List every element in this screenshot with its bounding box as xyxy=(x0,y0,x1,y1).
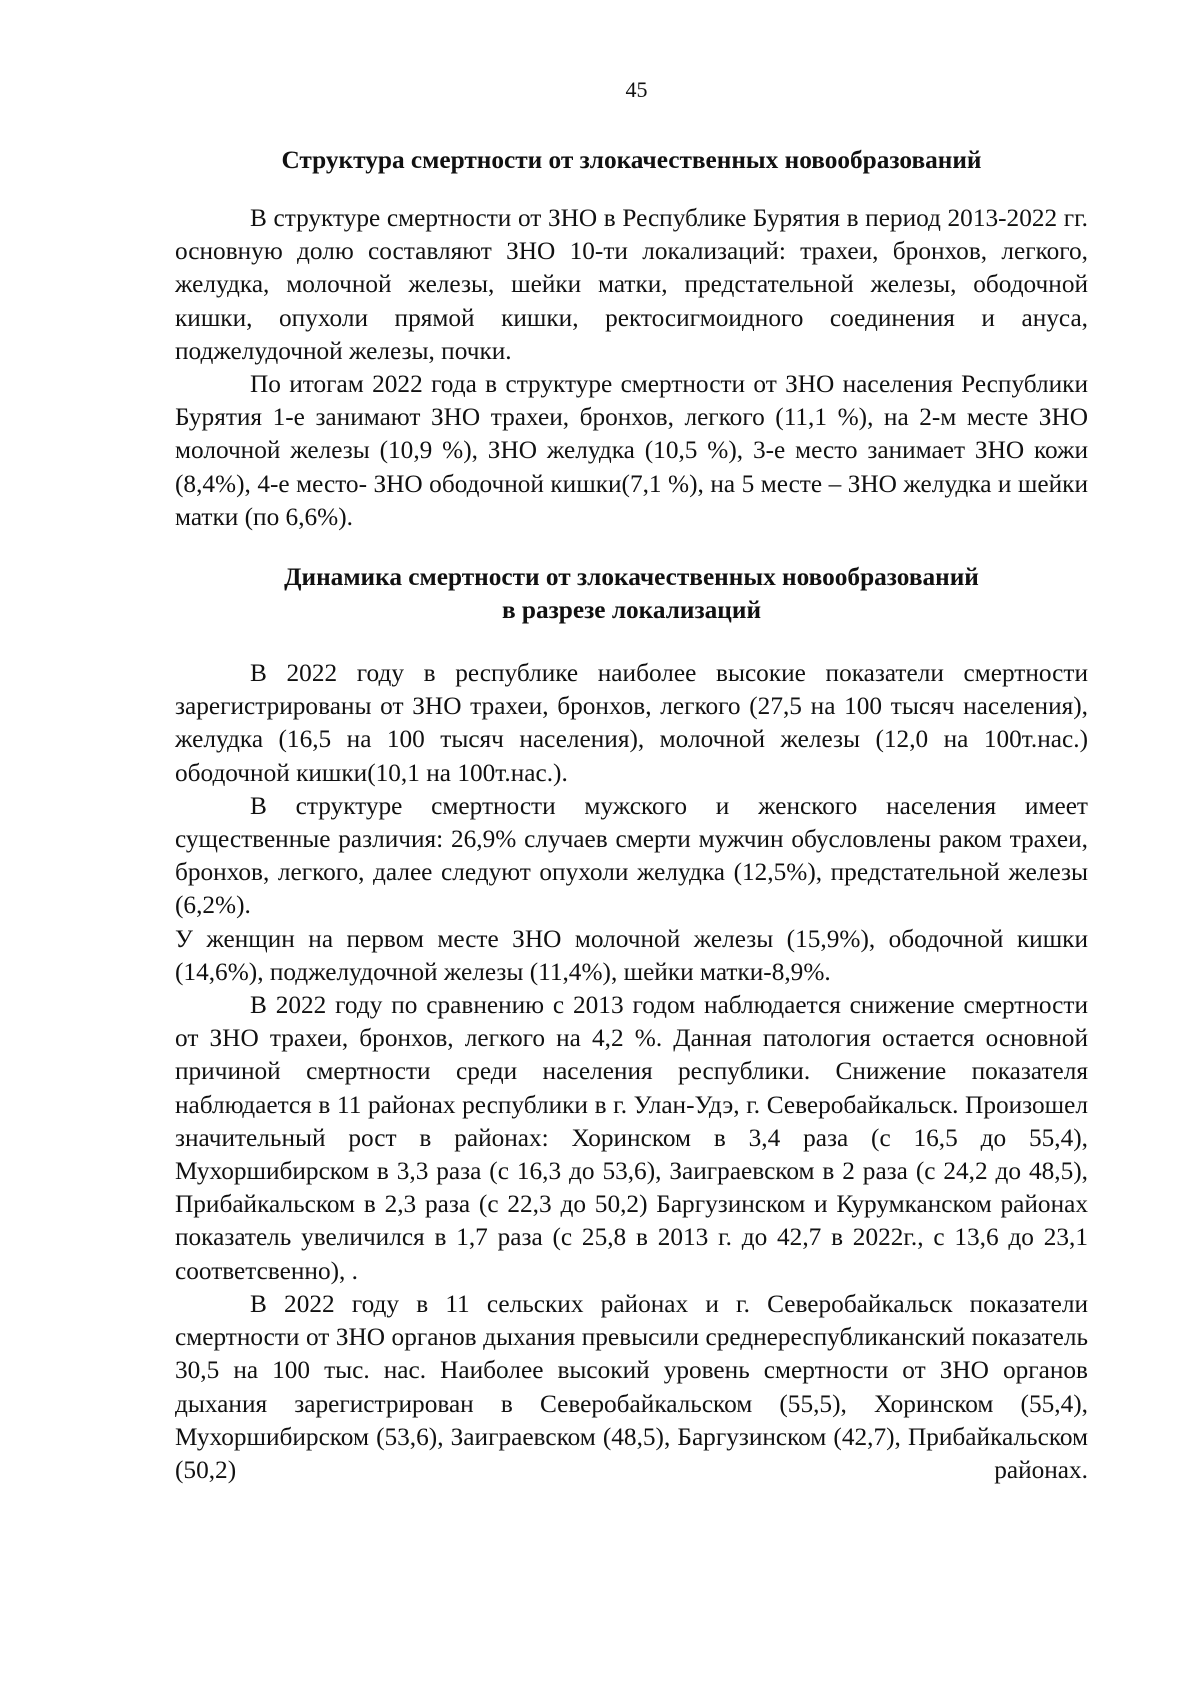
paragraph-highest-rates: В 2022 году в республике наиболее высокие показатели смертности зарегистрированы от ЗНО трахеи, бронхов, легкого (27,5 на 100 тысяч населения), желудка (16,5 на 100 тысяч населения), молочной железы (12,0 на 100т.нас.) ободочной кишки(10,1 на 100т.нас.). xyxy=(175,659,1088,787)
section-title-line-1: Динамика смертности от злокачественных новообразований xyxy=(284,563,979,592)
paragraph-respiratory-districts: В 2022 году в 11 сельских районах и г. Северобайкальск показатели смертности от ЗНО органов дыхания превысили среднереспубликанский показатель 30,5 на 100 тыс. нас. Наиболее высокий уровень смертности от ЗНО органов дыхания зарегистрирован в Северобайкальском (55,5), Хоринском (55,4), Мухоршибирском (53,6), Заиграевском (48,5), Баргузинском (42,7), Прибайкальском (50,2) районах. xyxy=(175,1289,1088,1484)
page-number: 45 xyxy=(625,77,648,102)
section-title-mortality-dynamics xyxy=(175,561,1088,627)
section-title-line-2: в разрезе локализаций xyxy=(501,596,762,625)
paragraph-female-structure: У женщин на первом месте ЗНО молочной железы (15,9%), ободочной кишки (14,6%), поджелудочной железы (11,4%), шейки матки-8,9%. xyxy=(175,924,1088,986)
paragraph-structure-overview: В структуре смертности от ЗНО в Республике Бурятия в период 2013-2022 гг. основную долю составляют ЗНО 10-ти локализаций: трахеи, бронхов, легкого, желудка, молочной железы, шейки матки, предстательной железы, ободочной кишки, опухоли прямой кишки, ректосигмоидного соединения и ануса, поджелудочной железы, почки. xyxy=(175,204,1088,365)
section-title-mortality-structure: Структура смертности от злокачественных новообразований xyxy=(281,146,982,174)
paragraph-trend-2013-2022: В 2022 году по сравнению с 2013 годом наблюдается снижение смертности от ЗНО трахеи, бронхов, легкого на 4,2 %. Данная патология остается основной причиной смертности среди населения республики. Снижение показателя наблюдается в 11 районах республики в г. Улан-Удэ, г. Северобайкальск. Произошел значительный рост в районах: Хоринском в 3,4 раза (с 16,5 до 55,4), Мухоршибирском в 3,3 раза (с 16,3 до 53,6), Заиграевском в 2 раза (с 24,2 до 48,5), Прибайкальском в 2,3 раза (с 22,3 до 50,2) Баргузинском и Курумканском районах показатель увеличился в 1,7 раза (с 25,8 в 2013 г. до 42,7 в 2022г., с 13,6 до 23,1 соответсвенно), . xyxy=(175,991,1088,1285)
paragraph-2022-ranking: По итогам 2022 года в структуре смертности от ЗНО населения Республики Бурятия 1-е занимают ЗНО трахеи, бронхов, легкого (11,1 %), на 2-м месте ЗНО молочной железы (10,9 %), ЗНО желудка (10,5 %), 3-е место занимает ЗНО кожи (8,4%), 4-е место- ЗНО ободочной кишки(7,1 %), на 5 месте – ЗНО желудка и шейки матки (по 6,6%). xyxy=(175,370,1088,531)
paragraph-male-structure: В структуре смертности мужского и женского населения имеет существенные различия: 26,9% случаев смерти мужчин обусловлены раком трахеи, бронхов, легкого, далее следуют опухоли желудка (12,5%), предстательной железы (6,2%). xyxy=(175,791,1088,920)
